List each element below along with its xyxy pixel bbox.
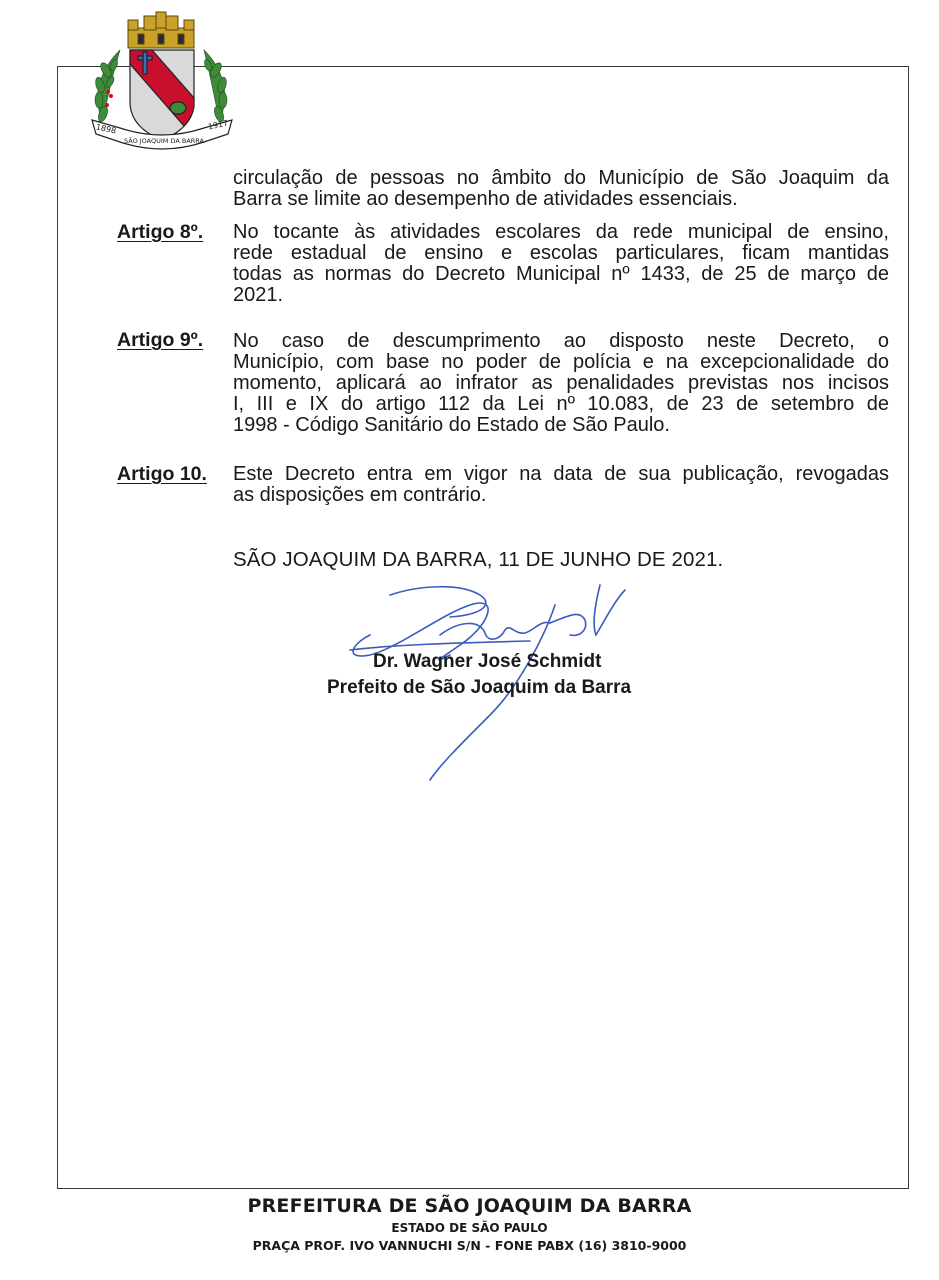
article-line: 1998 - Código Sanitário do Estado de São Paulo.	[233, 414, 670, 436]
continuation-line: circulação de pessoas no âmbito do Município de São Joaquim da	[233, 167, 889, 189]
article-8-label: Artigo 8º.	[117, 221, 204, 243]
signatory-name: Dr. Wagner José Schmidt	[373, 651, 602, 672]
footer-state: ESTADO DE SÃO PAULO	[391, 1221, 548, 1235]
mural-crown	[128, 12, 194, 48]
article-9-text	[233, 331, 889, 436]
laurel-right	[203, 50, 228, 123]
crest-year-left: 1898	[95, 122, 117, 136]
laurel-left	[94, 50, 120, 123]
article-10-label: Artigo 10.	[117, 463, 207, 485]
continuation-paragraph	[233, 168, 889, 210]
article-9-label: Artigo 9º.	[117, 329, 204, 351]
footer-address: PRAÇA PROF. IVO VANNUCHI S/N - FONE PABX (16) 3810-9000	[252, 1238, 687, 1253]
crest-scroll-text: SÃO JOAQUIM DA BARRA	[124, 137, 205, 145]
municipal-crest-logo	[80, 10, 240, 158]
article-line: I, III e IX do artigo 112 da Lei nº 10.083, de 23 de setembro de	[233, 393, 889, 415]
article-line: rede estadual de ensino e escolas particulares, ficam mantidas	[233, 242, 889, 264]
signatory-title: Prefeito de São Joaquim da Barra	[327, 677, 632, 698]
continuation-line: Barra se limite ao desempenho de atividades essenciais.	[233, 188, 738, 210]
article-line: No caso de descumprimento ao disposto neste Decreto, o	[233, 330, 889, 352]
article-line: momento, aplicará ao infrator as penalidades previstas nos incisos	[233, 372, 889, 394]
crest-year-right: 1917	[207, 118, 229, 132]
article-line: 2021.	[233, 284, 284, 306]
date-line: SÃO JOAQUIM DA BARRA, 11 DE JUNHO DE 2021.	[233, 548, 724, 571]
shield	[130, 50, 194, 140]
article-line: Município, com base no poder de polícia e na excepcionalidade do	[233, 351, 889, 373]
article-line: todas as normas do Decreto Municipal nº 1433, de 25 de março de	[233, 263, 889, 285]
article-line: as disposições em contrário.	[233, 484, 487, 506]
article-10-text	[233, 464, 889, 506]
article-8-text	[233, 222, 889, 306]
article-line: Este Decreto entra em vigor na data de sua publicação, revogadas	[233, 463, 889, 485]
footer-title: PREFEITURA DE SÃO JOAQUIM DA BARRA	[247, 1195, 692, 1217]
article-line: No tocante às atividades escolares da rede municipal de ensino,	[233, 221, 889, 243]
